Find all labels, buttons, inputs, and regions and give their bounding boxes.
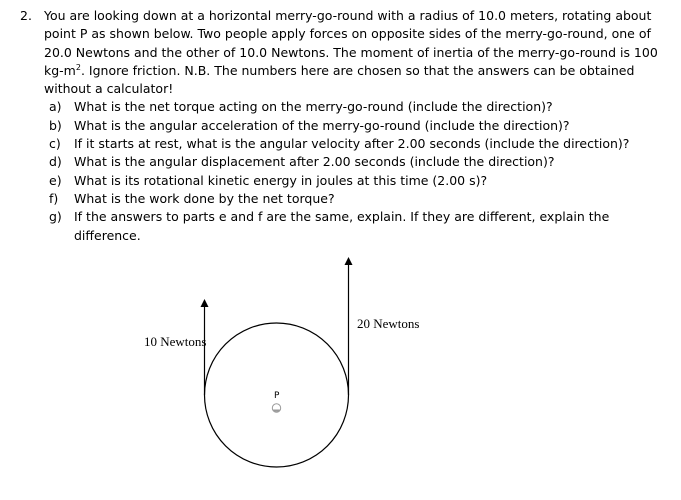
part-text: What is the angular displacement after 2.00 seconds (include the direction)? (74, 154, 555, 170)
right-force-label: 20 Newtons (357, 316, 420, 331)
part-text: If the answers to parts e and f are the same, explain. If they are different, explain the (74, 209, 610, 225)
part-label: e) (49, 172, 62, 188)
part-label: b) (49, 117, 62, 133)
statement-line: 20.0 Newtons and the other of 10.0 Newtons. The moment of inertia of the merry-go-round is 100 (44, 44, 658, 60)
part-text: What is the work done by the net torque? (74, 190, 335, 206)
statement-line: without a calculator! (44, 81, 174, 97)
part-text: What is its rotational kinetic energy in joules at this time (2.00 s)? (74, 172, 488, 188)
problem-number: 2. (20, 8, 32, 23)
left-force-label: 10 Newtons (144, 334, 207, 349)
part-text: What is the net torque acting on the merry-go-round (include the direction)? (74, 99, 553, 115)
part-label: g) (49, 209, 62, 225)
part-label: d) (49, 154, 62, 170)
part-label: c) (49, 136, 61, 152)
part-label: f) (49, 190, 59, 206)
part-label: a) (49, 99, 62, 115)
part-text: If it starts at rest, what is the angular velocity after 2.00 seconds (include the direction)? (74, 136, 630, 152)
statement-line: You are looking down at a horizontal merry-go-round with a radius of 10.0 meters, rotating about (44, 8, 652, 23)
unit-text: kg-m (44, 62, 76, 78)
point-p-label: P (274, 391, 280, 401)
statement-line: point P as shown below. Two people apply forces on opposite sides of the merry-go-round, one of (44, 26, 651, 42)
point-p-marker (272, 404, 280, 412)
part-text: What is the angular acceleration of the merry-go-round (include the direction)? (74, 117, 570, 133)
unit-exponent: 2 (75, 62, 81, 72)
part-text: difference. (74, 227, 141, 243)
statement-text: . Ignore friction. N.B. The numbers here are chosen so that the answers can be obtained (80, 62, 635, 78)
